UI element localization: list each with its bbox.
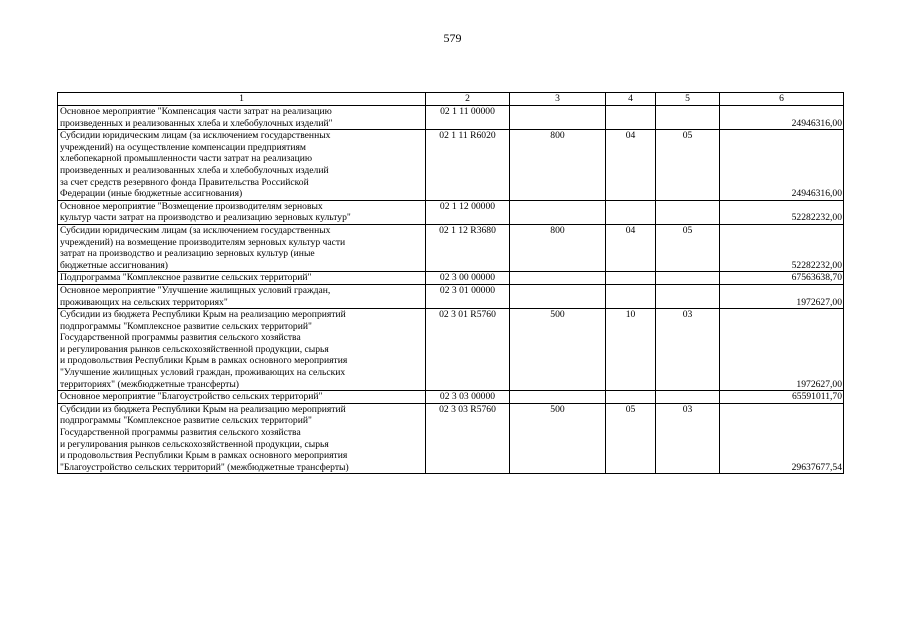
- header-cell-col2: 2: [426, 93, 510, 106]
- row-expense-type-cell: 500: [510, 403, 606, 474]
- row-section-cell: [606, 391, 656, 404]
- row-amount-cell: 52282232,00: [720, 224, 844, 271]
- row-subsection-cell: 05: [656, 130, 720, 201]
- page-number: 579: [443, 31, 462, 45]
- row-section-cell: 04: [606, 130, 656, 201]
- row-amount-cell: 24946316,00: [720, 130, 844, 201]
- row-code-cell: 02 1 12 00000: [426, 200, 510, 224]
- row-name-cell: Основное мероприятие "Возмещение производителям зерновых культур части затрат на производство и реализацию зерновых культур": [58, 200, 426, 224]
- header-cell-col6: 6: [720, 93, 844, 106]
- row-code-cell: 02 3 00 00000: [426, 272, 510, 285]
- row-code-cell: 02 3 01 00000: [426, 284, 510, 308]
- row-expense-type-cell: [510, 200, 606, 224]
- row-section-cell: [606, 106, 656, 130]
- row-section-cell: [606, 284, 656, 308]
- row-subsection-cell: [656, 272, 720, 285]
- row-code-cell: 02 1 12 R3680: [426, 224, 510, 271]
- row-expense-type-cell: [510, 106, 606, 130]
- row-section-cell: [606, 272, 656, 285]
- row-code-cell: 02 3 03 00000: [426, 391, 510, 404]
- row-subsection-cell: 03: [656, 309, 720, 391]
- budget-table-body: [58, 93, 844, 474]
- header-cell-col3: 3: [510, 93, 606, 106]
- row-name-cell: Основное мероприятие "Компенсация части затрат на реализацию произведенных и реализованных хлеба и хлебобулочных изделий": [58, 106, 426, 130]
- budget-table: [57, 92, 844, 474]
- row-expense-type-cell: [510, 284, 606, 308]
- row-section-cell: 04: [606, 224, 656, 271]
- table-row: [58, 224, 844, 271]
- row-amount-cell: 65591011,70: [720, 391, 844, 404]
- row-code-cell: 02 3 03 R5760: [426, 403, 510, 474]
- row-amount-cell: 24946316,00: [720, 106, 844, 130]
- row-code-cell: 02 1 11 R6020: [426, 130, 510, 201]
- table-row: [58, 403, 844, 474]
- row-amount-cell: 1972627,00: [720, 309, 844, 391]
- row-section-cell: 05: [606, 403, 656, 474]
- row-subsection-cell: [656, 391, 720, 404]
- row-name-cell: Субсидии юридическим лицам (за исключением государственных учреждений) на осуществление компенсации предприятиям хлебопекарной промышленности части затрат на реализацию произведенных и реализованных хлеба и хлебобулочных изделий за счет средств резервного фонда Правительства Российской Федерации (иные бюджетные ассигнования): [58, 130, 426, 201]
- table-row: [58, 391, 844, 404]
- row-subsection-cell: [656, 106, 720, 130]
- row-expense-type-cell: 800: [510, 130, 606, 201]
- row-amount-cell: 52282232,00: [720, 200, 844, 224]
- table-header-row: [58, 93, 844, 106]
- row-name-cell: Подпрограмма "Комплексное развитие сельских территорий": [58, 272, 426, 285]
- row-expense-type-cell: [510, 391, 606, 404]
- row-subsection-cell: 05: [656, 224, 720, 271]
- row-expense-type-cell: 500: [510, 309, 606, 391]
- row-code-cell: 02 1 11 00000: [426, 106, 510, 130]
- header-cell-col4: 4: [606, 93, 656, 106]
- table-row: [58, 106, 844, 130]
- row-name-cell: Основное мероприятие "Благоустройство сельских территорий": [58, 391, 426, 404]
- row-name-cell: Субсидии из бюджета Республики Крым на реализацию мероприятий подпрограммы "Комплексное развитие сельских территорий" Государственной программы развития сельского хозяйства и регулирования рынков сельскохозяйственной продукции, сырья и продовольствия Республики Крым в рамках основного мероприятия "Благоустройство сельских территорий" (межбюджетные трансферты): [58, 403, 426, 474]
- table-row: [58, 272, 844, 285]
- row-subsection-cell: 03: [656, 403, 720, 474]
- row-amount-cell: 67563638,70: [720, 272, 844, 285]
- header-cell-col1: 1: [58, 93, 426, 106]
- table-row: [58, 200, 844, 224]
- row-expense-type-cell: 800: [510, 224, 606, 271]
- row-section-cell: [606, 200, 656, 224]
- header-cell-col5: 5: [656, 93, 720, 106]
- row-name-cell: Субсидии юридическим лицам (за исключением государственных учреждений) на возмещение производителям зерновых культур части затрат на производство и реализацию зерновых культур (иные бюджетные ассигнования): [58, 224, 426, 271]
- table-row: [58, 130, 844, 201]
- row-subsection-cell: [656, 200, 720, 224]
- table-row: [58, 284, 844, 308]
- row-name-cell: Субсидии из бюджета Республики Крым на реализацию мероприятий подпрограммы "Комплексное развитие сельских территорий" Государственной программы развития сельского хозяйства и регулирования рынков сельскохозяйственной продукции, сырья и продовольствия Республики Крым в рамках основного мероприятия "Улучшение жилищных условий граждан, проживающих на сельских территориях" (межбюджетные трансферты): [58, 309, 426, 391]
- row-subsection-cell: [656, 284, 720, 308]
- row-section-cell: 10: [606, 309, 656, 391]
- row-amount-cell: 1972627,00: [720, 284, 844, 308]
- row-amount-cell: 29637677,54: [720, 403, 844, 474]
- row-code-cell: 02 3 01 R5760: [426, 309, 510, 391]
- table-row: [58, 309, 844, 391]
- row-expense-type-cell: [510, 272, 606, 285]
- row-name-cell: Основное мероприятие "Улучшение жилищных условий граждан, проживающих на сельских территориях": [58, 284, 426, 308]
